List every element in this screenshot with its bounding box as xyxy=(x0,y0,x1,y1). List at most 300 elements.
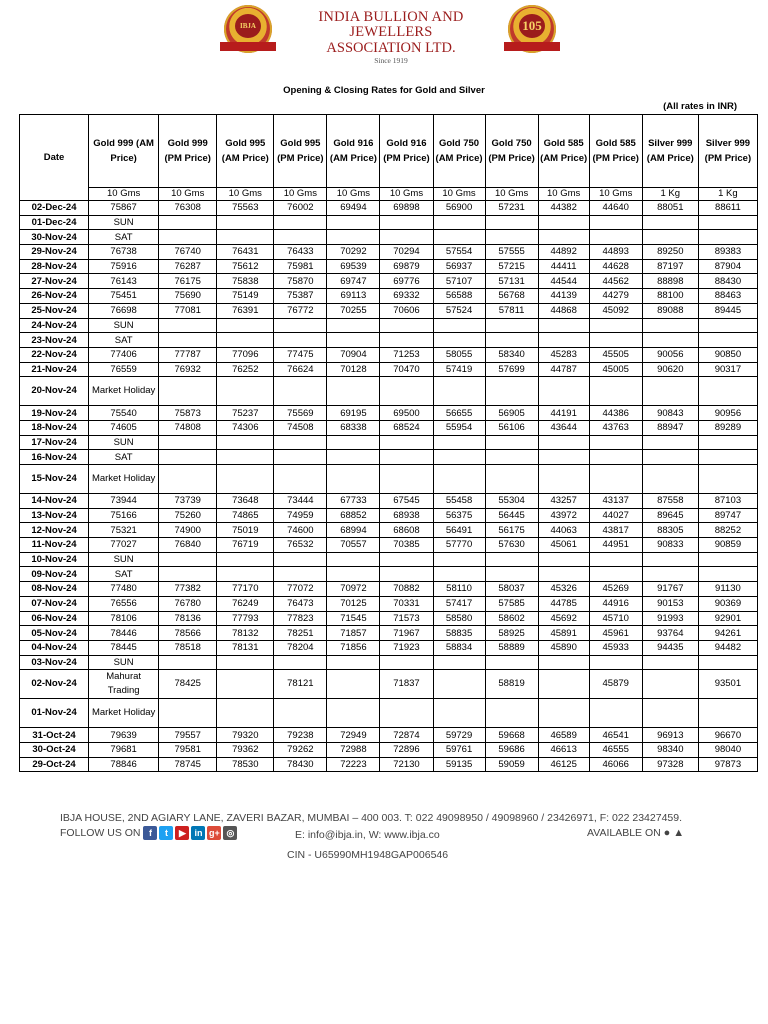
rate-cell: 74605 xyxy=(89,420,159,435)
footer-contact: E: info@ibja.in, W: www.ibja.co xyxy=(295,829,440,841)
rate-cell: 76287 xyxy=(159,259,217,274)
date-cell: 17-Nov-24 xyxy=(20,435,89,450)
rate-cell: 56768 xyxy=(485,289,538,304)
rate-cell: 88898 xyxy=(642,274,698,289)
rate-cell: 75237 xyxy=(217,406,274,421)
rate-cell: 75540 xyxy=(89,406,159,421)
rate-cell: 46066 xyxy=(589,757,642,772)
rate-cell: 76473 xyxy=(274,596,327,611)
rate-cell: 58602 xyxy=(485,611,538,626)
social-icons xyxy=(143,827,239,839)
table-row xyxy=(20,582,758,597)
rate-cell xyxy=(217,230,274,245)
rate-cell: 91130 xyxy=(698,582,757,597)
rate-cell xyxy=(159,435,217,450)
date-cell: 16-Nov-24 xyxy=(20,450,89,465)
rate-cell: 44279 xyxy=(589,289,642,304)
unit-cell: 10 Gms xyxy=(159,188,217,201)
rate-cell: 76532 xyxy=(274,538,327,553)
rate-cell: SUN xyxy=(89,435,159,450)
rate-cell: 43137 xyxy=(589,494,642,509)
rate-cell xyxy=(433,465,485,494)
rate-cell: 44027 xyxy=(589,508,642,523)
rate-cell: 44411 xyxy=(538,259,589,274)
rate-cell: 75612 xyxy=(217,259,274,274)
rate-cell: 69195 xyxy=(327,406,380,421)
rate-cell: 57554 xyxy=(433,245,485,260)
rate-cell: 46555 xyxy=(589,742,642,757)
rate-cell: 76433 xyxy=(274,245,327,260)
rate-cell xyxy=(642,567,698,582)
rate-cell: 69494 xyxy=(327,201,380,216)
rate-cell: 45879 xyxy=(589,670,642,699)
rate-cell: 78530 xyxy=(217,757,274,772)
date-cell: 15-Nov-24 xyxy=(20,465,89,494)
table-row xyxy=(20,465,758,494)
rate-cell: 89645 xyxy=(642,508,698,523)
rate-cell: 46125 xyxy=(538,757,589,772)
rate-cell: 87197 xyxy=(642,259,698,274)
rate-cell: 75981 xyxy=(274,259,327,274)
rate-cell xyxy=(589,465,642,494)
rate-cell: 76698 xyxy=(89,303,159,318)
rate-cell: Mahurat Trading xyxy=(89,670,159,699)
date-cell: 29-Nov-24 xyxy=(20,245,89,260)
youtube-icon[interactable]: ▶ xyxy=(175,826,189,840)
date-cell: 26-Nov-24 xyxy=(20,289,89,304)
rate-cell: 76431 xyxy=(217,245,274,260)
rate-cell xyxy=(274,318,327,333)
rate-cell: 59668 xyxy=(485,728,538,743)
column-header: Gold 750 (AM Price) xyxy=(433,115,485,188)
table-row xyxy=(20,245,758,260)
date-cell: 24-Nov-24 xyxy=(20,318,89,333)
rate-cell: 71837 xyxy=(380,670,433,699)
rate-cell xyxy=(433,670,485,699)
seal-emblem: IBJA xyxy=(235,14,261,38)
rate-cell xyxy=(433,567,485,582)
table-row xyxy=(20,450,758,465)
rate-cell: 74865 xyxy=(217,508,274,523)
table-row xyxy=(20,670,758,699)
rate-cell xyxy=(642,655,698,670)
date-cell: 19-Nov-24 xyxy=(20,406,89,421)
rate-cell xyxy=(698,377,757,406)
rate-cell xyxy=(217,435,274,450)
rate-cell: 74900 xyxy=(159,523,217,538)
date-cell: 27-Nov-24 xyxy=(20,274,89,289)
unit-cell: 10 Gms xyxy=(380,188,433,201)
rate-cell: 78204 xyxy=(274,640,327,655)
follow-us xyxy=(60,826,239,840)
linkedin-icon[interactable]: in xyxy=(191,826,205,840)
rate-cell: 89250 xyxy=(642,245,698,260)
date-cell: 21-Nov-24 xyxy=(20,362,89,377)
rate-cell: 71545 xyxy=(327,611,380,626)
ibja-seal-logo xyxy=(224,5,272,53)
rate-cell: 69879 xyxy=(380,259,433,274)
android-icon: ▲ xyxy=(673,827,685,839)
rate-cell: 70128 xyxy=(327,362,380,377)
rate-cell xyxy=(217,450,274,465)
document-title: Opening & Closing Rates for Gold and Silver xyxy=(283,85,485,96)
rate-cell: Market Holiday xyxy=(89,377,159,406)
date-cell: 12-Nov-24 xyxy=(20,523,89,538)
rate-cell xyxy=(433,699,485,728)
rate-cell xyxy=(538,465,589,494)
table-row xyxy=(20,494,758,509)
rate-cell xyxy=(433,318,485,333)
rate-cell xyxy=(538,670,589,699)
date-cell: 03-Nov-24 xyxy=(20,655,89,670)
date-cell: 01-Nov-24 xyxy=(20,699,89,728)
rate-cell: 78121 xyxy=(274,670,327,699)
table-row xyxy=(20,728,758,743)
column-header: Gold 999 (AM Price) xyxy=(89,115,159,188)
table-row xyxy=(20,259,758,274)
rate-cell xyxy=(698,450,757,465)
rate-cell: 98040 xyxy=(698,742,757,757)
rate-cell: 56900 xyxy=(433,201,485,216)
rate-cell: 88305 xyxy=(642,523,698,538)
rate-cell xyxy=(274,552,327,567)
rate-cell: 70606 xyxy=(380,303,433,318)
rate-cell: 58925 xyxy=(485,626,538,641)
rate-cell: 43817 xyxy=(589,523,642,538)
rate-cell: 44382 xyxy=(538,201,589,216)
since-year: Since 1919 xyxy=(374,56,408,65)
google-plus-icon[interactable]: g+ xyxy=(209,828,220,838)
rate-cell: 44892 xyxy=(538,245,589,260)
rate-cell: 72223 xyxy=(327,757,380,772)
rate-cell: 44640 xyxy=(589,201,642,216)
rate-cell: 57699 xyxy=(485,362,538,377)
date-cell: 20-Nov-24 xyxy=(20,377,89,406)
rate-cell: SAT xyxy=(89,333,159,348)
column-header: Silver 999 (AM Price) xyxy=(642,115,698,188)
rate-cell xyxy=(159,377,217,406)
rate-cell: 73444 xyxy=(274,494,327,509)
rate-cell: 69332 xyxy=(380,289,433,304)
rate-cell: 57107 xyxy=(433,274,485,289)
rate-cell xyxy=(217,552,274,567)
rate-cell xyxy=(589,567,642,582)
table-row xyxy=(20,538,758,553)
rate-cell: 45061 xyxy=(538,538,589,553)
rate-cell: 77170 xyxy=(217,582,274,597)
column-header: Gold 916 (PM Price) xyxy=(380,115,433,188)
rate-cell xyxy=(433,230,485,245)
rate-cell xyxy=(433,215,485,230)
rate-cell: 90859 xyxy=(698,538,757,553)
table-row xyxy=(20,215,758,230)
table-row xyxy=(20,420,758,435)
rate-cell: SAT xyxy=(89,567,159,582)
rate-cell: 74600 xyxy=(274,523,327,538)
rate-cell: 68994 xyxy=(327,523,380,538)
rate-cell: 96670 xyxy=(698,728,757,743)
rate-cell xyxy=(698,318,757,333)
rate-cell: 58055 xyxy=(433,347,485,362)
rate-cell: 58110 xyxy=(433,582,485,597)
rate-cell xyxy=(485,318,538,333)
rate-cell: 72949 xyxy=(327,728,380,743)
rate-cell: 76002 xyxy=(274,201,327,216)
table-row xyxy=(20,757,758,772)
rate-cell: 77823 xyxy=(274,611,327,626)
twitter-icon[interactable]: t xyxy=(159,826,173,840)
rate-cell xyxy=(642,670,698,699)
rate-cell: 90153 xyxy=(642,596,698,611)
rate-cell xyxy=(159,567,217,582)
rate-cell: Market Holiday xyxy=(89,465,159,494)
rate-cell xyxy=(538,567,589,582)
rate-cell: 75387 xyxy=(274,289,327,304)
rate-cell: 58889 xyxy=(485,640,538,655)
facebook-icon[interactable]: f xyxy=(143,826,157,840)
rate-cell: 59761 xyxy=(433,742,485,757)
rate-cell: 87103 xyxy=(698,494,757,509)
rate-cell xyxy=(642,465,698,494)
rate-cell: 77787 xyxy=(159,347,217,362)
rate-cell xyxy=(538,215,589,230)
rate-cell: 68852 xyxy=(327,508,380,523)
rate-cell: 73944 xyxy=(89,494,159,509)
column-header: Gold 999 (PM Price) xyxy=(159,115,217,188)
rate-cell xyxy=(589,333,642,348)
date-column-header: Date xyxy=(20,115,89,201)
rate-cell: 88430 xyxy=(698,274,757,289)
follow-us-label: FOLLOW US ON xyxy=(60,826,141,839)
table-row xyxy=(20,333,758,348)
rate-cell: 71857 xyxy=(327,626,380,641)
rate-cell: 75569 xyxy=(274,406,327,421)
rate-cell xyxy=(327,215,380,230)
rate-cell: 69776 xyxy=(380,274,433,289)
rate-cell xyxy=(217,215,274,230)
rate-cell: 58834 xyxy=(433,640,485,655)
footer-address: IBJA HOUSE, 2ND AGIARY LANE, ZAVERI BAZAR, MUMBAI – 400 003. T: 022 49098950 / 49098960 / 23426971, F: 022 23427459. xyxy=(60,812,683,824)
rate-cell: 58819 xyxy=(485,670,538,699)
rate-cell xyxy=(380,465,433,494)
rate-cell: 94261 xyxy=(698,626,757,641)
rate-cell: 44628 xyxy=(589,259,642,274)
rate-cell xyxy=(217,377,274,406)
rate-cell xyxy=(159,699,217,728)
rate-cell: 76719 xyxy=(217,538,274,553)
rate-cell xyxy=(642,450,698,465)
rate-cell: 70904 xyxy=(327,347,380,362)
rate-cell: 76175 xyxy=(159,274,217,289)
rate-cell: 74808 xyxy=(159,420,217,435)
rate-cell: 57215 xyxy=(485,259,538,274)
rate-cell: 75563 xyxy=(217,201,274,216)
rate-cell xyxy=(380,377,433,406)
units-row xyxy=(20,188,758,201)
rate-cell xyxy=(159,333,217,348)
table-row xyxy=(20,201,758,216)
rate-cell: 76249 xyxy=(217,596,274,611)
rate-cell: 90850 xyxy=(698,347,757,362)
rate-cell: 70331 xyxy=(380,596,433,611)
rate-cell: 56375 xyxy=(433,508,485,523)
rate-cell: 79238 xyxy=(274,728,327,743)
rate-cell xyxy=(217,699,274,728)
rate-cell xyxy=(217,318,274,333)
rate-cell: 76840 xyxy=(159,538,217,553)
rate-cell: 75870 xyxy=(274,274,327,289)
rate-cell: 89289 xyxy=(698,420,757,435)
rate-cell: 45092 xyxy=(589,303,642,318)
table-row xyxy=(20,303,758,318)
rate-cell xyxy=(327,230,380,245)
rate-cell: 46589 xyxy=(538,728,589,743)
rate-cell: 78430 xyxy=(274,757,327,772)
rate-cell: 90956 xyxy=(698,406,757,421)
rate-cell: 78136 xyxy=(159,611,217,626)
rate-cell xyxy=(485,435,538,450)
rate-cell: 44139 xyxy=(538,289,589,304)
rate-cell: 93764 xyxy=(642,626,698,641)
table-header-row xyxy=(20,115,758,188)
rate-cell: 44916 xyxy=(589,596,642,611)
unit-cell: 10 Gms xyxy=(217,188,274,201)
letterhead xyxy=(0,0,768,65)
rate-cell: 56106 xyxy=(485,420,538,435)
apple-icon: ● xyxy=(663,827,671,839)
rate-cell xyxy=(698,465,757,494)
rate-cell xyxy=(380,699,433,728)
date-cell: 06-Nov-24 xyxy=(20,611,89,626)
rate-cell: 89383 xyxy=(698,245,757,260)
date-cell: 14-Nov-24 xyxy=(20,494,89,509)
rate-cell: 79639 xyxy=(89,728,159,743)
rate-cell xyxy=(327,450,380,465)
date-cell: 02-Nov-24 xyxy=(20,670,89,699)
rate-cell: 72896 xyxy=(380,742,433,757)
rate-cell: SUN xyxy=(89,552,159,567)
instagram-icon[interactable]: ◎ xyxy=(223,826,237,840)
rate-cell: 87558 xyxy=(642,494,698,509)
rate-cell xyxy=(698,567,757,582)
table-row xyxy=(20,230,758,245)
date-cell: 10-Nov-24 xyxy=(20,552,89,567)
date-cell: 01-Dec-24 xyxy=(20,215,89,230)
rate-cell xyxy=(485,699,538,728)
rate-cell xyxy=(485,450,538,465)
rate-cell xyxy=(274,215,327,230)
rate-cell: 76143 xyxy=(89,274,159,289)
available-on-label: AVAILABLE ON xyxy=(587,827,661,839)
rate-cell: 58037 xyxy=(485,582,538,597)
rate-cell: 57811 xyxy=(485,303,538,318)
rate-cell: 56491 xyxy=(433,523,485,538)
rate-cell: 67545 xyxy=(380,494,433,509)
rate-cell: 90056 xyxy=(642,347,698,362)
rate-cell: 70557 xyxy=(327,538,380,553)
rate-cell: 57770 xyxy=(433,538,485,553)
rate-cell xyxy=(589,230,642,245)
rate-cell: 76391 xyxy=(217,303,274,318)
rate-cell: 44562 xyxy=(589,274,642,289)
table-row xyxy=(20,611,758,626)
rate-cell xyxy=(698,333,757,348)
rate-cell: 90833 xyxy=(642,538,698,553)
rate-cell: 74306 xyxy=(217,420,274,435)
rate-cell: 46541 xyxy=(589,728,642,743)
rate-cell: 73739 xyxy=(159,494,217,509)
unit-cell: 1 Kg xyxy=(698,188,757,201)
anniversary-105-logo xyxy=(508,5,556,53)
rate-cell: 76740 xyxy=(159,245,217,260)
rate-cell: 92901 xyxy=(698,611,757,626)
rate-cell: SAT xyxy=(89,450,159,465)
date-cell: 30-Nov-24 xyxy=(20,230,89,245)
table-row xyxy=(20,640,758,655)
rate-cell: 78566 xyxy=(159,626,217,641)
rate-cell xyxy=(159,318,217,333)
rate-cell: 77027 xyxy=(89,538,159,553)
rate-cell: 88051 xyxy=(642,201,698,216)
rate-cell: 75916 xyxy=(89,259,159,274)
rate-cell: 56445 xyxy=(485,508,538,523)
rate-cell: 78131 xyxy=(217,640,274,655)
rate-cell: 45283 xyxy=(538,347,589,362)
rate-cell xyxy=(159,465,217,494)
rate-cell: 44386 xyxy=(589,406,642,421)
rate-cell xyxy=(327,567,380,582)
rate-cell: 90620 xyxy=(642,362,698,377)
table-row xyxy=(20,318,758,333)
rate-cell: 45505 xyxy=(589,347,642,362)
rate-cell: 69500 xyxy=(380,406,433,421)
table-row xyxy=(20,523,758,538)
rate-cell xyxy=(538,655,589,670)
rate-cell xyxy=(485,655,538,670)
rate-cell xyxy=(380,435,433,450)
rate-cell: 56588 xyxy=(433,289,485,304)
rate-cell: 91767 xyxy=(642,582,698,597)
rate-cell xyxy=(217,333,274,348)
footer-cin: CIN - U65990MH1948GAP006546 xyxy=(287,849,449,861)
rate-cell: 45326 xyxy=(538,582,589,597)
rate-cell xyxy=(538,318,589,333)
rate-cell: 44893 xyxy=(589,245,642,260)
unit-cell: 10 Gms xyxy=(589,188,642,201)
rate-cell: 78745 xyxy=(159,757,217,772)
date-cell: 07-Nov-24 xyxy=(20,596,89,611)
date-cell: 18-Nov-24 xyxy=(20,420,89,435)
rate-cell: 59686 xyxy=(485,742,538,757)
column-header: Gold 995 (PM Price) xyxy=(274,115,327,188)
rate-cell: 57417 xyxy=(433,596,485,611)
rate-cell xyxy=(642,552,698,567)
rate-cell: 70294 xyxy=(380,245,433,260)
rate-cell xyxy=(433,377,485,406)
column-header: Gold 585 (AM Price) xyxy=(538,115,589,188)
date-cell: 29-Oct-24 xyxy=(20,757,89,772)
rate-cell: 57585 xyxy=(485,596,538,611)
rate-cell: 74959 xyxy=(274,508,327,523)
column-header: Silver 999 (PM Price) xyxy=(698,115,757,188)
rate-cell: 56905 xyxy=(485,406,538,421)
rate-cell: 88463 xyxy=(698,289,757,304)
rate-cell xyxy=(327,552,380,567)
rate-cell: 56937 xyxy=(433,259,485,274)
rate-cell: 43972 xyxy=(538,508,589,523)
currency-note: (All rates in INR) xyxy=(663,101,737,112)
rate-cell: 75690 xyxy=(159,289,217,304)
